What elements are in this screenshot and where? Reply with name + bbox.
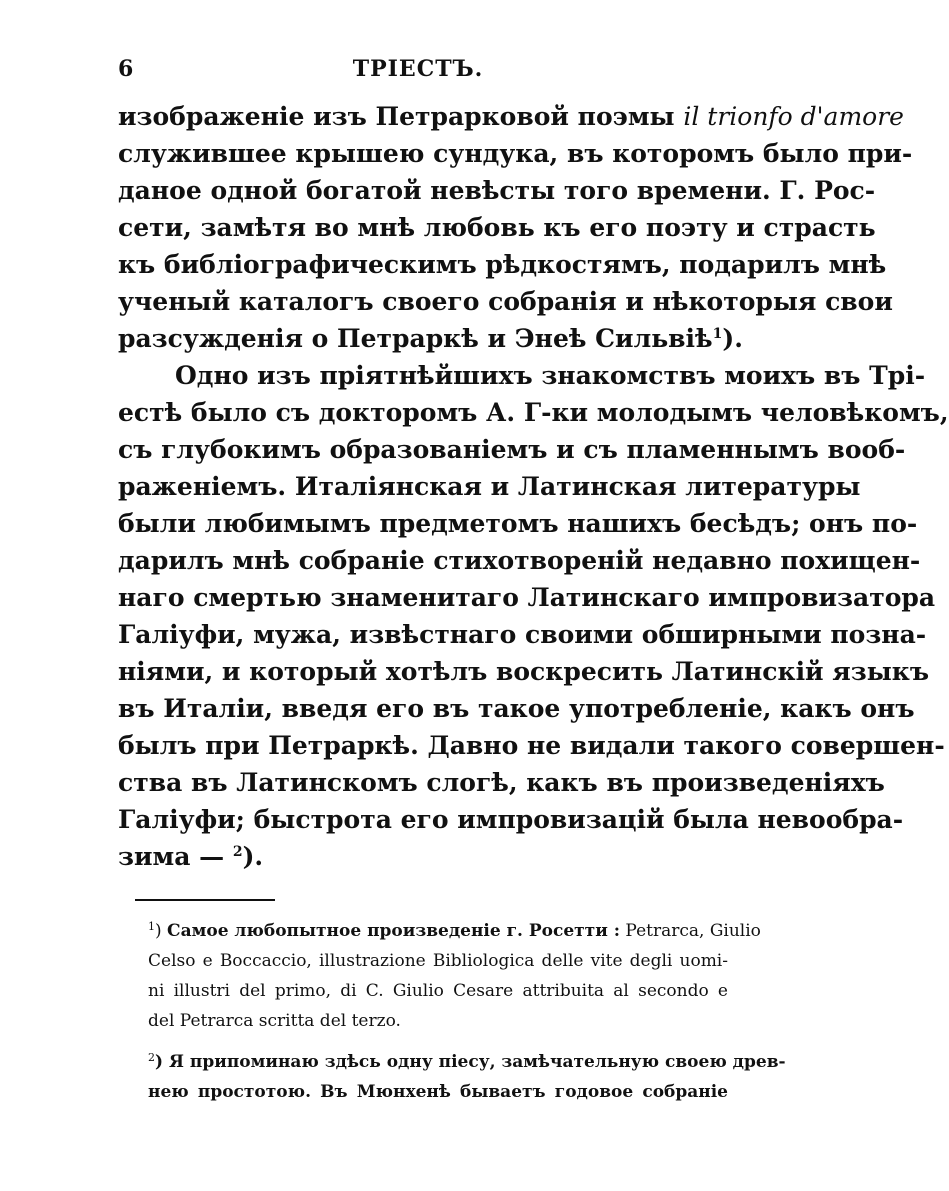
body-line: служившее крышею сундука, въ которомъ было при-	[118, 139, 913, 168]
page-header	[118, 56, 728, 86]
body-line: зима — $^2$).	[118, 842, 264, 871]
body-line: были любимымъ предметомъ нашихъ бесѣдъ; онъ по-	[118, 509, 918, 538]
footnote-divider	[135, 899, 275, 901]
body-line: даное одной богатой невѣсты того времени. Г. Рос-	[118, 176, 876, 205]
footnote-mark-1: 1	[148, 920, 155, 933]
footnote-1-line: Celso e Boccaccio, illustrazione Bibliologica delle vite degli uomi-	[148, 951, 728, 971]
footnote-ref-2: 2	[232, 844, 243, 860]
body-line: Галіуфи, мужа, извѣстнаго своими обширными позна-	[118, 620, 927, 649]
body-line: изображеніе изъ Петрарковой поэмы il trionfo d'amore	[118, 102, 904, 131]
footnote-1: $^1$) Самое любопытное произведеніе г. Росетти : Petrarca, Giulio	[148, 920, 761, 941]
body-line: дарилъ мнѣ собраніе стихотвореній недавно похищен-	[118, 546, 921, 575]
footnote-ref-1: 1	[712, 326, 723, 342]
body-line: наго смертью знаменитаго Латинскаго импровизатора	[118, 583, 936, 612]
footnotes	[148, 916, 786, 1107]
body-line: былъ при Петраркѣ. Давно не видали такого совершен-	[118, 731, 945, 760]
body-line: въ Италіи, введя его въ такое употребленіе, какъ онъ	[118, 694, 915, 723]
body-text	[118, 98, 949, 875]
footnote-1-line: ni illustri del primo, di C. Giulio Cesare attribuita al secondo e	[148, 981, 728, 1001]
body-line: естѣ было съ докторомъ А. Г-ки молодымъ человѣкомъ,	[118, 398, 949, 427]
page-number: 6	[118, 56, 134, 82]
body-line: разсужденія о Петраркѣ и Энеѣ Сильвіѣ$^1$).	[118, 324, 743, 353]
body-line: съ глубокимъ образованіемъ и съ пламеннымъ вооб-	[118, 435, 906, 464]
running-title: ТРІЕСТЪ.	[352, 56, 484, 82]
body-line: ученый каталогъ своего собранія и нѣкоторыя свои	[118, 287, 893, 316]
body-line: сети, замѣтя во мнѣ любовь къ его поэту и страсть	[118, 213, 876, 242]
footnote-mark-2: 2	[148, 1051, 155, 1064]
footnote-2-line: нею простотою. Въ Мюнхенѣ бываетъ годовое собраніе	[148, 1082, 728, 1102]
footnote-2: $^2$) Я припоминаю здѣсь одну піесу, замѣчательную своею древ-	[148, 1051, 786, 1072]
body-line: къ библіографическимъ рѣдкостямъ, подарилъ мнѣ	[118, 250, 887, 279]
body-line: ства въ Латинскомъ слогѣ, какъ въ произведеніяхъ	[118, 768, 885, 797]
body-line: раженіемъ. Италіянская и Латинская литературы	[118, 472, 861, 501]
italic-title: il trionfo d'amore	[683, 102, 904, 131]
body-line: Галіуфи; быстрота его импровизацій была невообра-	[118, 805, 904, 834]
body-line: Одно изъ пріятнѣйшихъ знакомствъ моихъ въ Трі-	[175, 361, 926, 390]
footnote-1-line: del Petrarca scritta del terzo.	[148, 1011, 401, 1031]
body-line: ніями, и который хотѣлъ воскресить Латинскій языкъ	[118, 657, 930, 686]
